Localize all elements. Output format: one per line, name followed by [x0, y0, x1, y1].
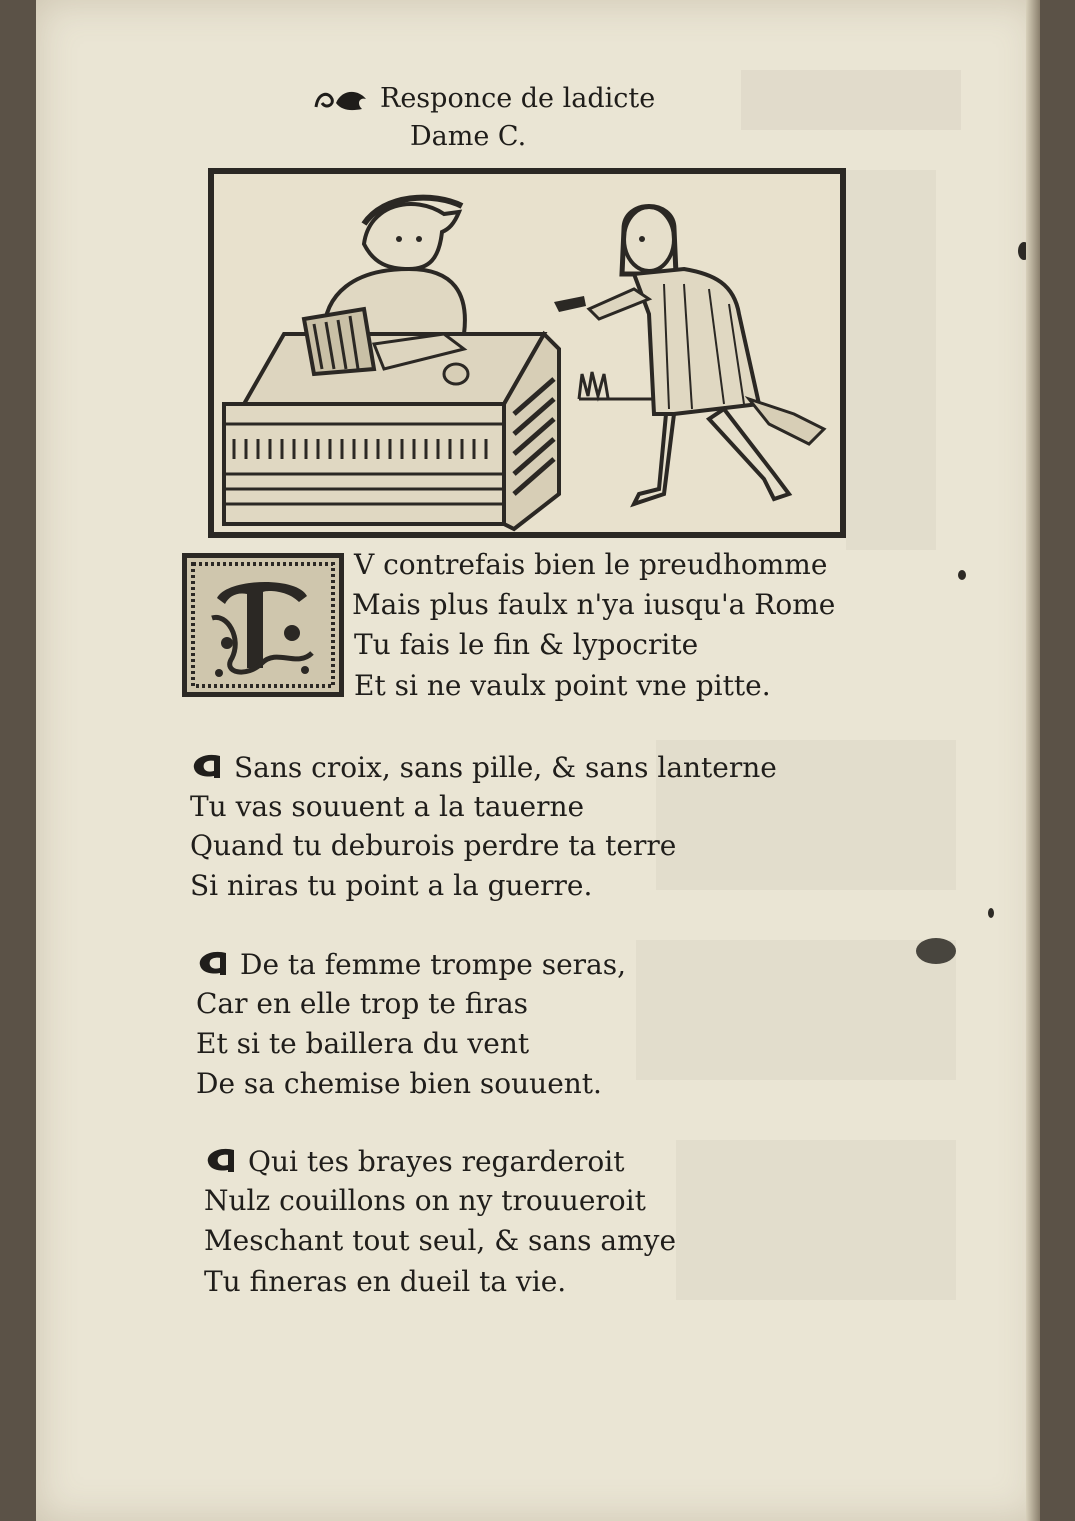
verse-text: Qui tes brayes regarderoit — [248, 1145, 625, 1178]
verse-line: Quand tu deburois perdre ta terre — [190, 829, 677, 862]
page-edge — [1026, 0, 1040, 1521]
pilcrow-icon — [196, 948, 230, 976]
ink-spot — [958, 570, 966, 580]
title-line-2: Dame C. — [410, 121, 527, 152]
woodcut-illustration — [208, 168, 846, 538]
verse-line: Et si te baillera du vent — [196, 1027, 530, 1060]
pilcrow-icon — [204, 1145, 238, 1173]
ink-spot — [988, 908, 994, 918]
pilcrow-icon — [190, 751, 224, 779]
fleuron-icon — [312, 85, 372, 115]
woodcut-icon — [214, 174, 840, 532]
verse-line: Tu fais le fin & lypocrite — [354, 628, 699, 661]
verse-line — [196, 945, 626, 985]
page-title — [312, 80, 732, 156]
verse-line: Car en elle trop te firas — [196, 987, 529, 1020]
verse-line: V contrefais bien le preudhomme — [354, 548, 828, 581]
title-line-1: Responce de ladicte — [380, 83, 656, 114]
verse-text: De ta femme trompe seras, — [240, 948, 626, 981]
verse-text: Sans croix, sans pille, & sans lanterne — [234, 751, 777, 784]
ink-spot — [916, 938, 956, 964]
verse-line — [204, 1142, 625, 1182]
verse-line: Nulz couillons on ny trouueroit — [204, 1184, 646, 1217]
verse-line: Et si ne vaulx point vne pitte. — [354, 669, 771, 702]
verse-line: Si niras tu point a la guerre. — [190, 869, 593, 902]
verse-line: Mais plus faulx n'ya iusqu'a Rome — [352, 588, 836, 621]
verse-line — [190, 748, 777, 788]
verse-line: Tu fineras en dueil ta vie. — [204, 1265, 567, 1298]
verse-line: Tu vas souuent a la tauerne — [190, 790, 585, 823]
verse-line: Meschant tout seul, & sans amye — [204, 1224, 677, 1257]
verse-line: De sa chemise bien souuent. — [196, 1067, 602, 1100]
decorated-initial — [182, 553, 344, 697]
decorated-initial-icon — [187, 558, 339, 692]
